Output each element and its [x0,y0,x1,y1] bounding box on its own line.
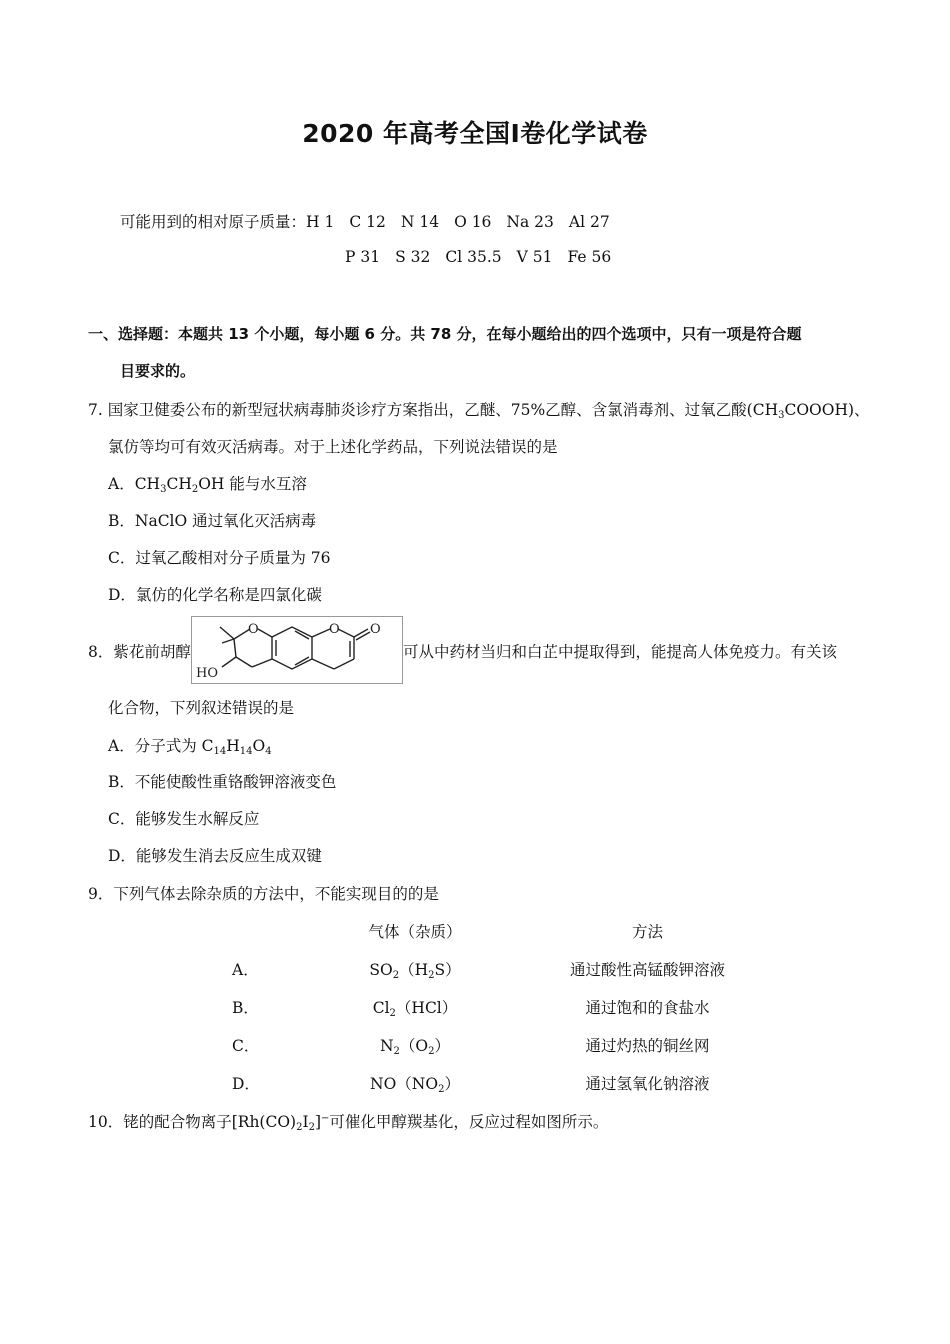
table-row-gas: $SO_2(H_2S)$ [369,961,461,981]
q7-option-c: C．过氧乙酸相对分子质量为 76 [108,549,331,567]
table-row-label: B． [232,999,259,1017]
q7-stem-line-2: 氯仿等均可有效灭活病毒。对于上述化学药品，下列说法错误的是 [108,438,558,456]
q10-sub2: 2 [308,1122,315,1133]
q8-option-b: B．不能使酸性重铬酸钾溶液变色 [108,773,337,791]
q9-stem: 9．下列气体去除杂质的方法中，不能实现目的的是 [88,885,439,903]
q10-text-b: I [302,1113,309,1131]
mass-n: N 14 [400,213,440,231]
mass-h: H 1 [306,213,335,231]
mass-p: P 31 [345,248,381,266]
q10-sup: − [321,1113,330,1124]
q8-option-a [108,734,272,756]
mass-c: C 12 [349,213,386,231]
atomic-masses-prefix: 可能用到的相对原子质量： [120,213,307,231]
table-row-method: 通过灼热的铜丝网 [585,1037,710,1055]
q8-opt-a-sub2: 14 [239,746,253,757]
q8-opt-a-text: A．分子式为 C [108,737,214,755]
q7-opt-a-sub1: 3 [160,484,167,495]
mass-al: Al 27 [568,213,610,231]
q7-option-b: B．NaClO 通过氧化灭活病毒 [108,512,317,530]
q7-opt-a-sub2: 2 [191,484,199,495]
q10-sub1: 2 [296,1122,303,1133]
table-row-method: 通过氢氧化钠溶液 [585,1075,710,1093]
structure-diagram [192,617,402,683]
table-row-gas: $NO(NO_2)$ [370,1075,460,1095]
table-row-label: C． [232,1037,260,1055]
q7-stem-line-1 [88,398,870,420]
q7-opt-a-text-c: OH 能与水互溶 [198,475,307,493]
mass-o: O 16 [454,213,492,231]
o-atom-label-2: O [329,622,340,637]
q8-option-d: D．能够发生消去反应生成双键 [108,847,322,865]
q8-opt-a-text-c: O [252,737,266,755]
q7-option-d: D．氯仿的化学名称是四氯化碳 [108,586,322,604]
q8-stem-suffix: 可从中药材当归和白芷中提取得到，能提高人体免疫力。有关该 [403,643,838,661]
table-row-method: 通过饱和的食盐水 [585,999,710,1017]
q8-opt-a-text-b: H [226,737,240,755]
q7-stem-text-b: COOOH)、 [784,401,870,419]
table-header-method: 方法 [631,923,663,941]
atomic-masses-line-1 [120,210,610,232]
mass-na: Na 23 [506,213,554,231]
table-row-label: D． [232,1075,260,1093]
q7-option-a [108,472,307,494]
q10-stem [88,1110,608,1132]
q7-opt-a-text-b: CH [166,475,192,493]
table-row-label: A． [232,961,259,979]
page-title: 2020 年高考全国Ⅰ卷化学试卷 [302,119,648,148]
table-row-method: 通过酸性高锰酸钾溶液 [569,961,725,979]
structure-image [191,616,403,684]
q10-text-c: ] [314,1113,322,1131]
q8-stem-prefix: 8．紫花前胡醇 [88,643,191,661]
q7-opt-a-text: A．CH [108,475,161,493]
table-row-gas: $Cl_2(HCl)$ [372,999,458,1019]
mass-cl: Cl 35.5 [445,248,502,266]
section-heading: 一、选择题：本题共 13 个小题，每小题 6 分。共 78 分，在每小题给出的四个选项中，只有一项是符合题 [88,325,802,343]
atomic-masses-line-2 [345,248,611,266]
mass-fe: Fe 56 [567,248,612,266]
ho-label: HO [196,666,218,681]
q7-stem-text-a: 7. 国家卫健委公布的新型冠状病毒肺炎诊疗方案指出，乙醚、75%乙醇、含氯消毒剂、过氧乙酸(CH [88,401,779,419]
o-atom-label-1: O [248,622,259,637]
table-row-gas: $N_2(O_2)$ [379,1037,451,1057]
q8-option-c: C．能够发生水解反应 [108,810,260,828]
o-atom-label-3: O [370,622,381,637]
q10-text-d: 可催化甲醇羰基化，反应过程如图所示。 [329,1113,609,1131]
q10-text-a: 10．铑的配合物离子[Rh(CO) [88,1113,297,1131]
q8-opt-a-sub1: 14 [213,746,227,757]
mass-s: S 32 [395,248,431,266]
mass-v: V 51 [516,248,553,266]
table-header-gas: 气体（杂质） [368,923,462,941]
q8-opt-a-sub3: 4 [265,746,272,757]
q7-stem-sub: 3 [778,410,785,421]
section-heading-cont: 目要求的。 [120,362,196,380]
q8-stem-line-2: 化合物，下列叙述错误的是 [108,699,295,717]
